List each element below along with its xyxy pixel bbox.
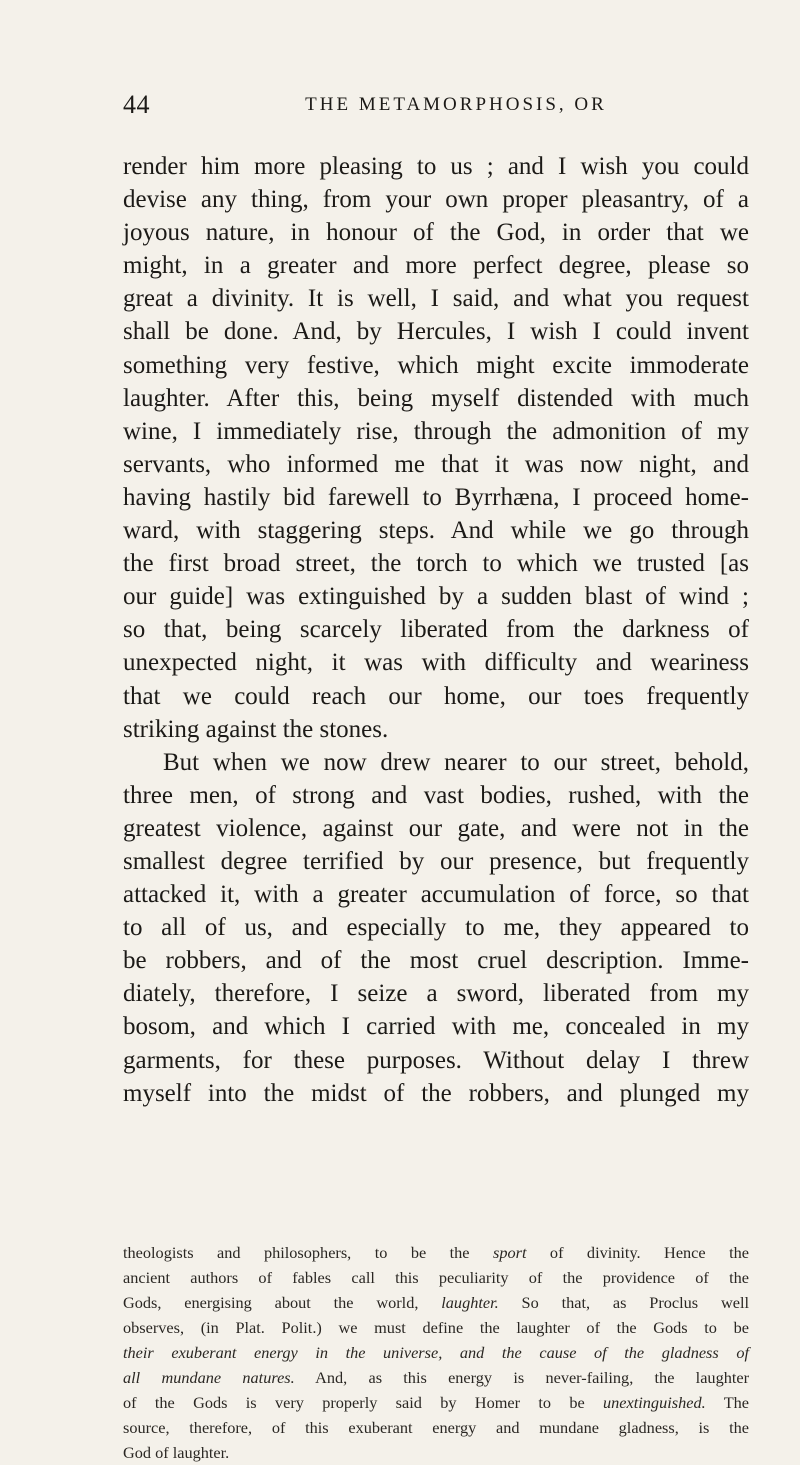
text-line: might, in a greater and more perfect degree, please so bbox=[123, 252, 749, 280]
text-line: smallest degree terrified by our presence, but frequently bbox=[123, 847, 749, 875]
footnote-emphasis: their exuberant energy in the universe, and the cause of the gladness of bbox=[123, 1343, 749, 1362]
footnote-line: theologists and philosophers, to be the sport of divinity. Hence the bbox=[123, 1243, 749, 1262]
text-line: bosom, and which I carried with me, concealed in my bbox=[123, 1013, 749, 1041]
footnote-line bbox=[123, 1340, 749, 1365]
page-header bbox=[123, 90, 749, 124]
footnote bbox=[123, 1240, 749, 1465]
footnote-line: all mundane natures. And, as this energy is never-failing, the laughter bbox=[123, 1368, 750, 1387]
text-line: something very festive, which might excite immoderate bbox=[123, 351, 749, 379]
running-head: THE METAMORPHOSIS, OR bbox=[305, 94, 607, 115]
text-line: that we could reach our home, our toes frequently bbox=[123, 682, 749, 710]
text-line: garments, for these purposes. Without delay I threw bbox=[123, 1046, 749, 1074]
text-line: render him more pleasing to us ; and I wish you could bbox=[123, 153, 749, 180]
footnote-emphasis: unextinguished. bbox=[603, 1393, 706, 1412]
text-line: attacked it, with a greater accumulation of force, so that bbox=[123, 881, 749, 909]
text-line: three men, of strong and vast bodies, rushed, with the bbox=[123, 781, 749, 809]
text-line: devise any thing, from your own proper pleasantry, of a bbox=[123, 186, 749, 214]
footnote-emphasis: all mundane natures. bbox=[123, 1368, 295, 1387]
text-line: laughter. After this, being myself distended with much bbox=[123, 384, 749, 412]
text-line: striking against the stones. bbox=[123, 715, 389, 743]
footnote-emphasis: sport bbox=[492, 1243, 527, 1262]
text-line: be robbers, and of the most cruel description. Imme- bbox=[123, 947, 749, 975]
footnote-line: of the Gods is very properly said by Homer to be unextinguished. The bbox=[123, 1393, 749, 1412]
text-line: But when we now drew nearer to our street, behold, bbox=[163, 748, 749, 776]
text-line: ward, with staggering steps. And while we go through bbox=[123, 517, 749, 545]
footnote-line: observes, (in Plat. Polit.) we must define the laughter of the Gods to be bbox=[123, 1318, 749, 1337]
footnote-line: ancient authors of fables call this peculiarity of the providence of the bbox=[123, 1268, 749, 1287]
text-line: diately, therefore, I seize a sword, liberated from my bbox=[123, 980, 749, 1008]
footnote-line: God of laughter. bbox=[123, 1443, 230, 1462]
text-line: wine, I immediately rise, through the admonition of my bbox=[123, 417, 749, 445]
main-text bbox=[123, 150, 749, 1110]
text-line: shall be done. And, by Hercules, I wish I could invent bbox=[123, 318, 749, 346]
text-line: to all of us, and especially to me, they appeared to bbox=[123, 914, 749, 942]
text-line: having hastily bid farewell to Byrrhæna, I proceed home- bbox=[123, 483, 749, 511]
text-line: myself into the midst of the robbers, and plunged my bbox=[123, 1079, 749, 1107]
text-line: so that, being scarcely liberated from the darkness of bbox=[123, 616, 749, 644]
footnote-line: Gods, energising about the world, laughter. So that, as Proclus well bbox=[123, 1293, 749, 1312]
text-line: servants, who informed me that it was now night, and bbox=[123, 450, 749, 478]
text-line: our guide] was extinguished by a sudden blast of wind ; bbox=[123, 583, 749, 611]
text-line: joyous nature, in honour of the God, in order that we bbox=[123, 219, 749, 247]
footnote-line: source, therefore, of this exuberant energy and mundane gladness, is the bbox=[123, 1418, 749, 1437]
text-line: greatest violence, against our gate, and were not in the bbox=[123, 814, 749, 842]
text-line: the first broad street, the torch to which we trusted [as bbox=[123, 550, 749, 578]
text-line: unexpected night, it was with difficulty and weariness bbox=[123, 649, 749, 677]
text-line: great a divinity. It is well, I said, and what you request bbox=[123, 285, 749, 313]
page-number: 44 bbox=[123, 90, 150, 119]
footnote-emphasis: laughter. bbox=[441, 1293, 499, 1312]
